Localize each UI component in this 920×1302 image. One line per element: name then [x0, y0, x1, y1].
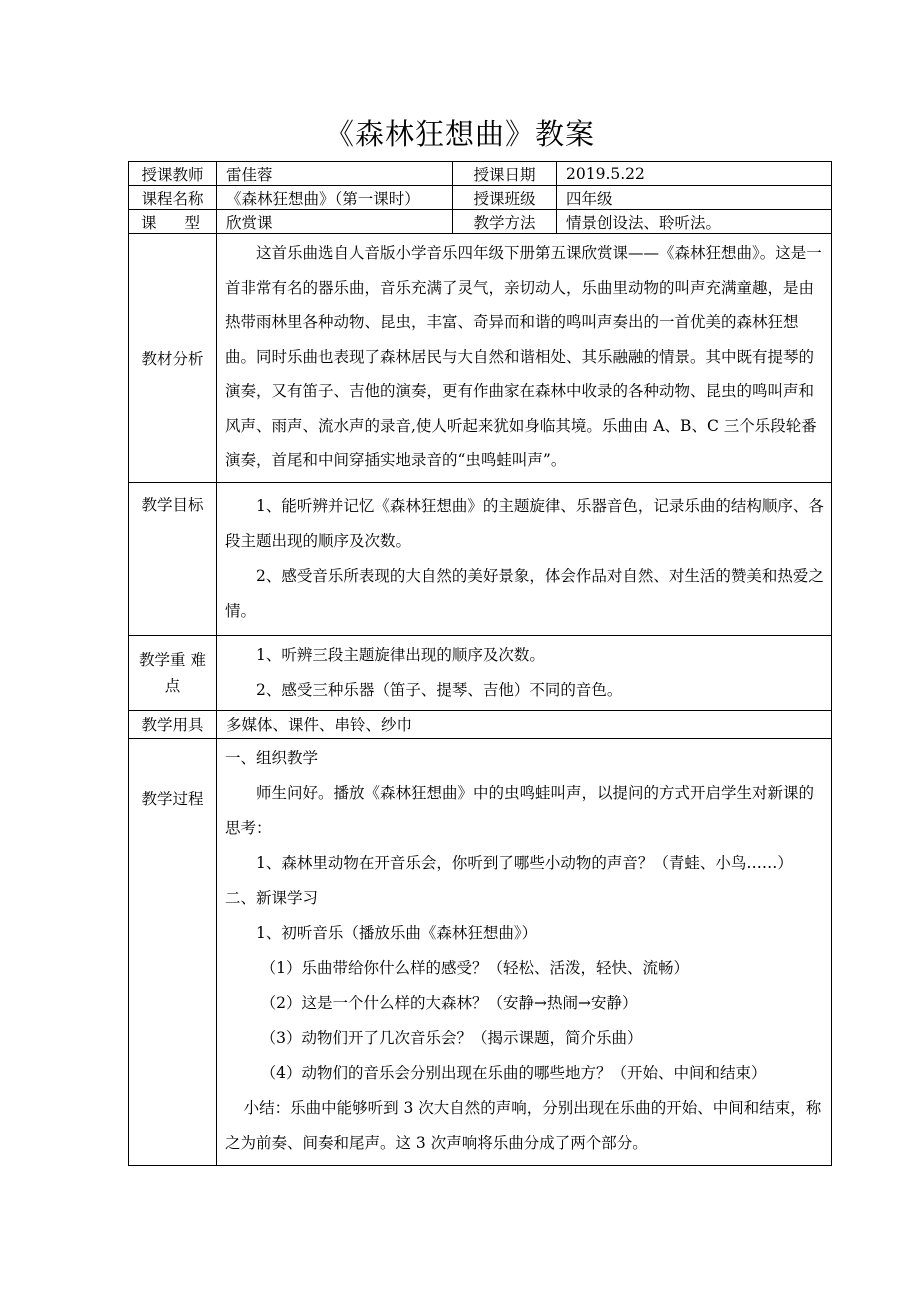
type-label — [129, 210, 217, 234]
analysis-text: 这首乐曲选自人音版小学音乐四年级下册第五课欣赏课——《森林狂想曲》。这是一首非常有名的器乐曲，音乐充满了灵气，亲切动人，乐曲里动物的叫声充满童趣，是由热带雨林里各种动物、昆虫，丰富、奇异而和谐的鸣叫声奏出的一首优美的森林狂想曲。同时乐曲也表现了森林居民与大自然和谐相处、其乐融融的情景。其中既有提琴的演奏，又有笛子、吉他的演奏，更有作曲家在森林中收录的各种动物、昆虫的鸣叫声和风声、雨声、流水声的录音,使人听起来犹如身临其境。乐曲由 A、B、C 三个乐段轮番演奏，首尾和中间穿插实地录音的“虫鸣蛙叫声”。 — [225, 244, 822, 469]
goal-item-1: 1、能听辨并记忆《森林狂想曲》的主题旋律、乐器音色，记录乐曲的结构顺序、各段主题出现的顺序及次数。 — [225, 496, 824, 550]
tools-value: 多媒体、课件、串铃、纱巾 — [217, 710, 832, 738]
row-keypoints — [129, 635, 832, 710]
row-type-method — [129, 210, 832, 234]
row-course-class — [129, 186, 832, 210]
row-teacher-date — [129, 162, 832, 186]
keypoints-cell — [217, 635, 832, 710]
process-section-1-text: 师生问好。播放《森林狂想曲》中的虫鸣蛙叫声，以提问的方式开启学生对新课的思考： — [225, 783, 815, 837]
type-label-char-1: 课 — [141, 213, 157, 232]
keypoints-label-line-1: 教学重 难 — [139, 650, 206, 669]
type-label-char-2: 型 — [184, 213, 200, 232]
teacher-label: 授课教师 — [129, 162, 217, 186]
goals-cell — [217, 482, 832, 635]
row-tools — [129, 710, 832, 738]
process-summary: 小结：乐曲中能够听到 3 次大自然的声响，分别出现在乐曲的开始、中间和结束，称之为前奏、间奏和尾声。这 3 次声响将乐曲分成了两个部分。 — [225, 1098, 822, 1152]
row-analysis — [129, 234, 832, 483]
keypoints-label — [129, 635, 217, 710]
teacher-value: 雷佳蓉 — [217, 162, 453, 186]
goals-label: 教学目标 — [129, 482, 217, 635]
process-question-1: （1）乐曲带给你什么样的感受？（轻松、活泼，轻快、流畅） — [260, 958, 690, 977]
page-title: 《森林狂想曲》教案 — [324, 117, 595, 151]
class-value: 四年级 — [557, 186, 832, 210]
course-value: 《森林狂想曲》（第一课时） — [217, 186, 453, 210]
process-step-1: 1、初听音乐（播放乐曲《森林狂想曲》） — [256, 923, 538, 942]
process-section-1: 一、组织教学 — [225, 748, 319, 767]
method-value: 情景创设法、聆听法。 — [557, 210, 832, 234]
process-question-3: （3）动物们开了几次音乐会？（揭示课题，简介乐曲） — [260, 1028, 643, 1047]
keypoints-label-line-2: 点 — [164, 676, 181, 695]
type-value: 欣赏课 — [217, 210, 453, 234]
keypoint-item-1: 1、听辨三段主题旋律出现的顺序及次数。 — [256, 645, 545, 664]
method-label: 教学方法 — [453, 210, 557, 234]
lesson-plan-table — [128, 161, 832, 1166]
goal-item-2: 2、感受音乐所表现的大自然的美好景象，体会作品对自然、对生活的赞美和热爱之情。 — [225, 566, 824, 620]
analysis-cell — [217, 234, 832, 483]
date-value: 2019.5.22 — [557, 162, 832, 186]
process-label: 教学过程 — [129, 738, 217, 1165]
course-label: 课程名称 — [129, 186, 217, 210]
process-cell — [217, 738, 832, 1165]
process-question-2: （2）这是一个什么样的大森林？（安静→热闹→安静） — [260, 993, 638, 1012]
process-question-4: （4）动物们的音乐会分别出现在乐曲的哪些地方？（开始、中间和结束） — [260, 1063, 767, 1082]
tools-label: 教学用具 — [129, 710, 217, 738]
process-section-1-question: 1、森林里动物在开音乐会，你听到了哪些小动物的声音？（青蛙、小鸟……） — [256, 853, 793, 872]
process-section-2: 二、新课学习 — [225, 888, 319, 907]
analysis-label: 教材分析 — [129, 234, 217, 483]
row-process — [129, 738, 832, 1165]
keypoint-item-2: 2、感受三种乐器（笛子、提琴、吉他）不同的音色。 — [256, 680, 623, 699]
class-label: 授课班级 — [453, 186, 557, 210]
row-goals — [129, 482, 832, 635]
date-label: 授课日期 — [453, 162, 557, 186]
